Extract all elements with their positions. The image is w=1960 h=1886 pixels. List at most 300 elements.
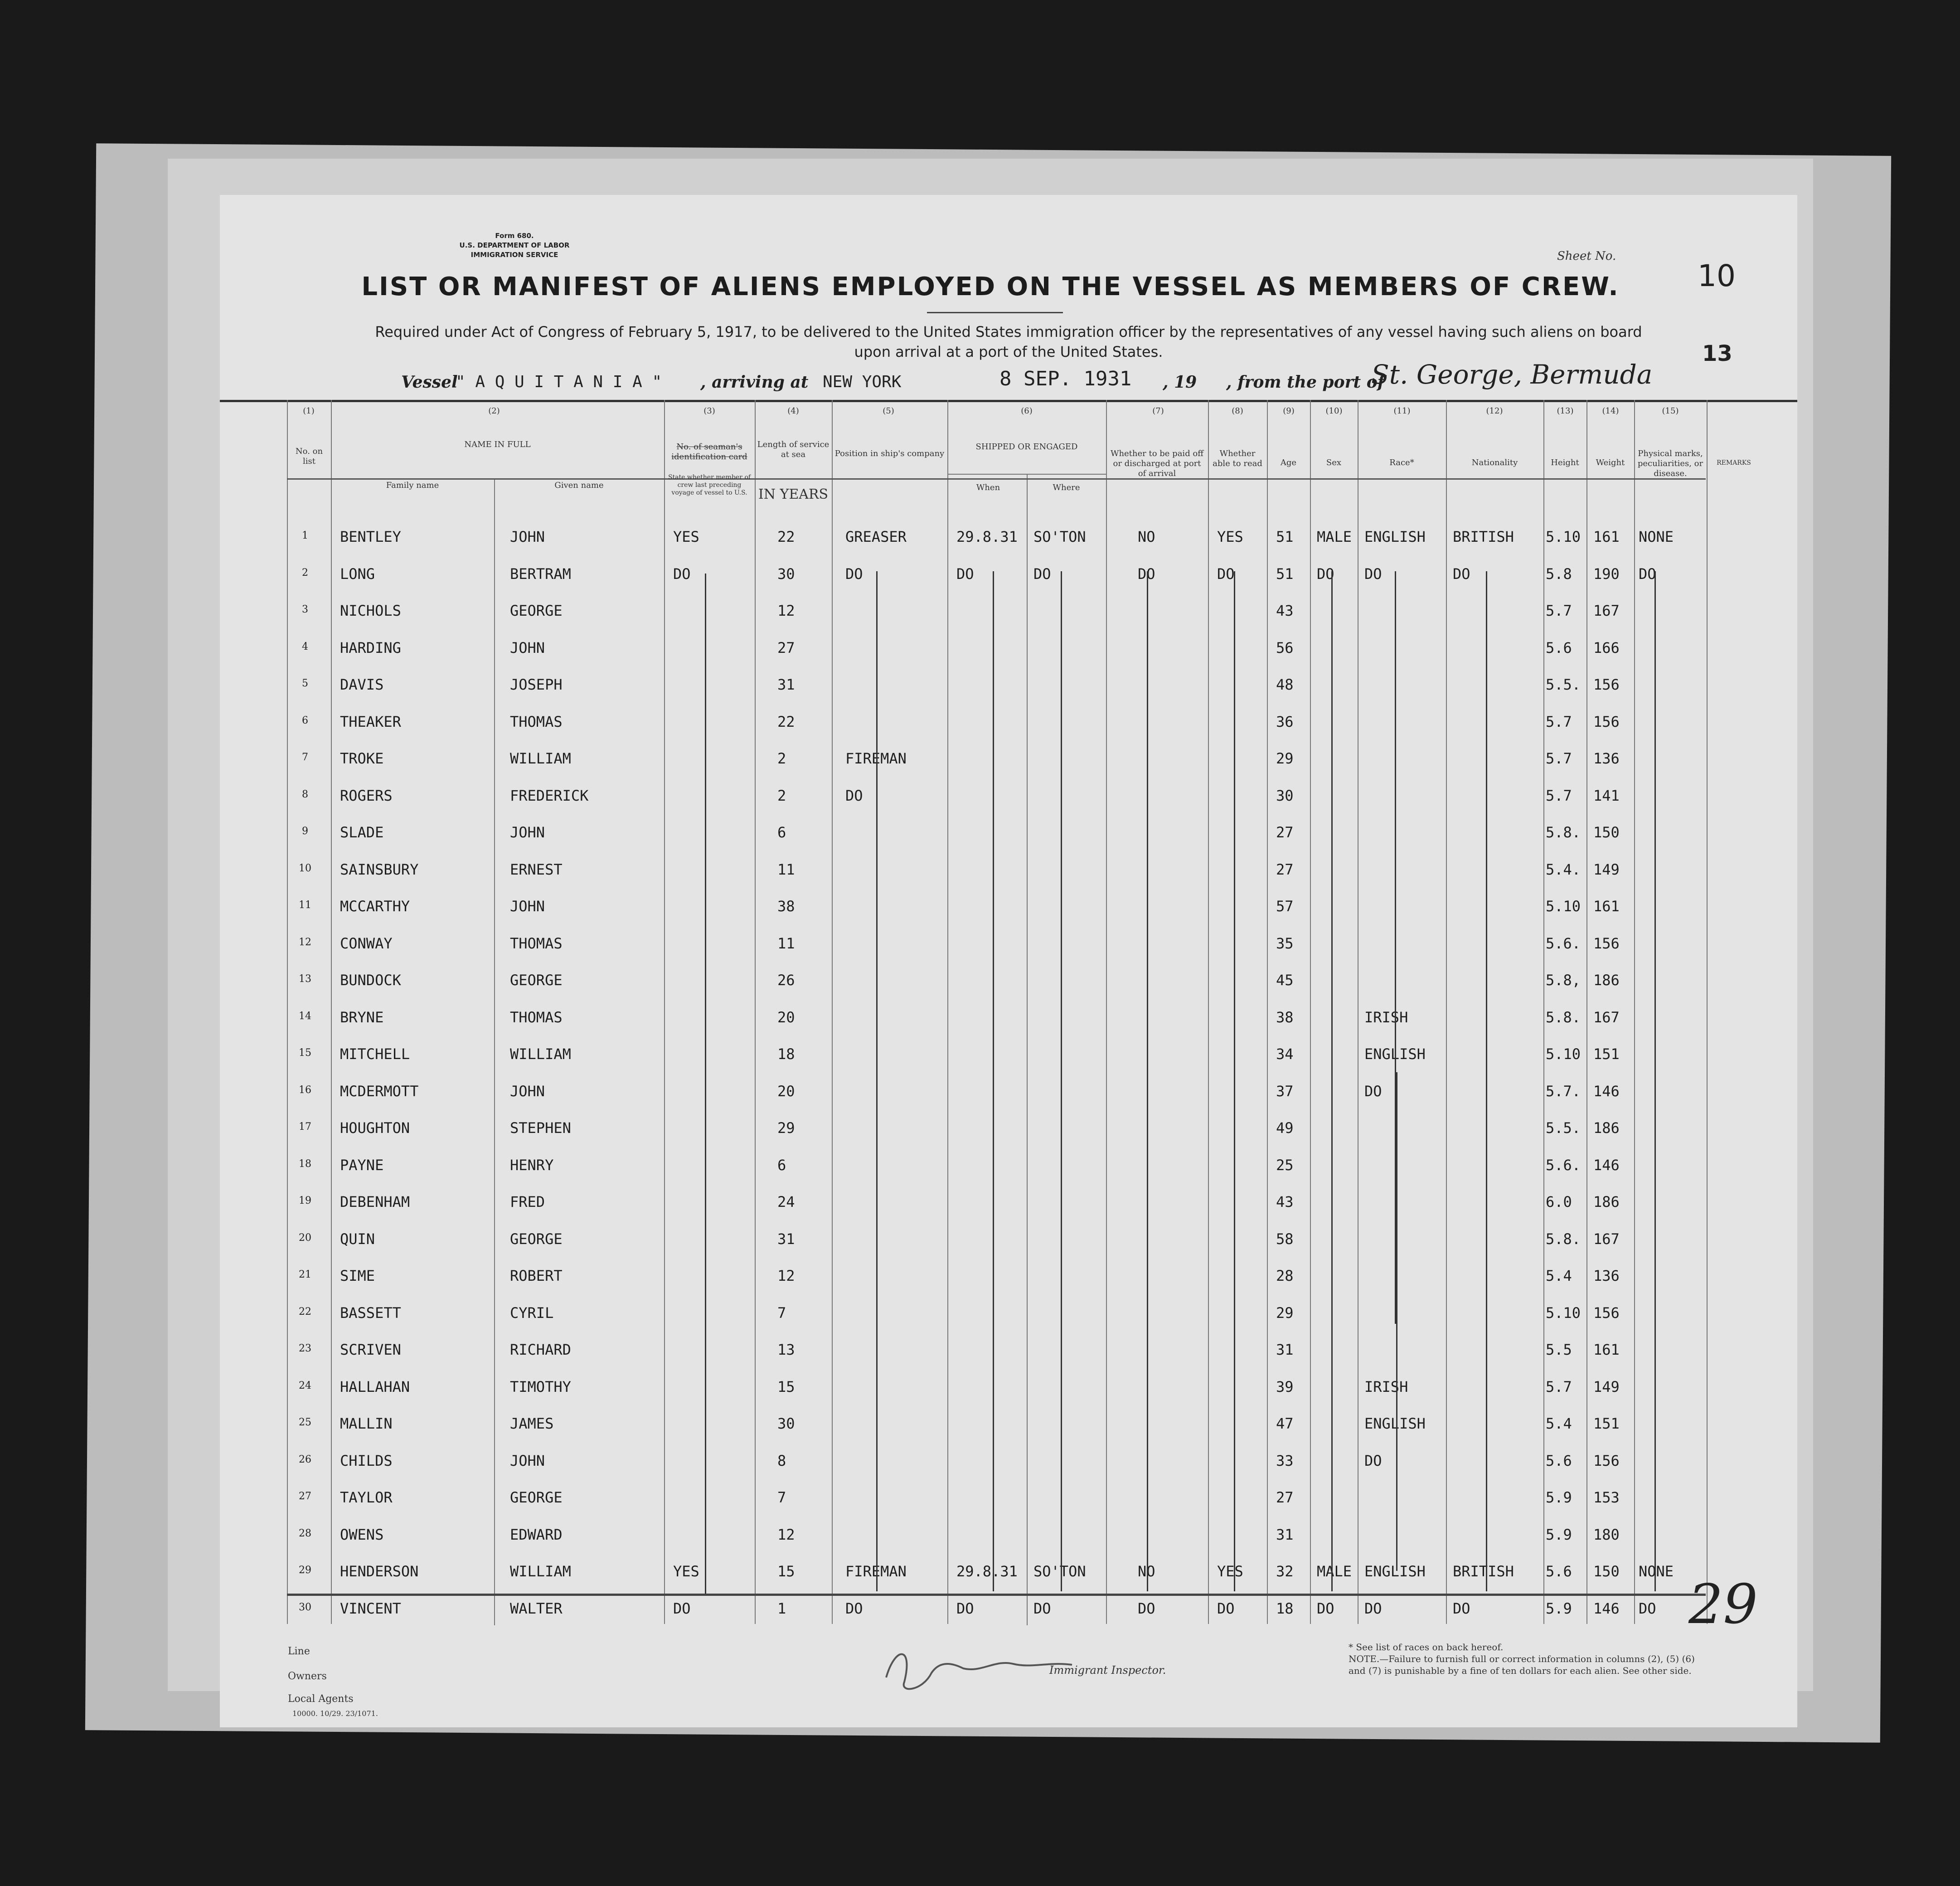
cell-no: 28 <box>299 1527 311 1539</box>
cell-sex: MALE <box>1317 528 1352 545</box>
cell-family: BASSETT <box>340 1304 401 1322</box>
cell-no: 13 <box>299 973 311 985</box>
cell-given: WILLIAM <box>510 1045 571 1063</box>
cell-weight: 153 <box>1593 1489 1620 1506</box>
cell-age: 39 <box>1276 1378 1294 1395</box>
cell-family: ROGERS <box>340 787 393 804</box>
col-num: (12) <box>1486 406 1503 416</box>
page-number: 13 <box>1702 341 1732 366</box>
cell-years: 26 <box>777 972 795 989</box>
col-num: (15) <box>1662 406 1679 416</box>
cell-years: 22 <box>777 528 795 545</box>
header-sex: Sex <box>1326 458 1342 467</box>
cell-read: YES <box>1217 1563 1243 1580</box>
header-nationality: Nationality <box>1471 458 1518 467</box>
header-when: When <box>976 483 1000 492</box>
cell-years: 18 <box>777 1045 795 1063</box>
cell-race: DO <box>1364 565 1382 583</box>
cell-where: SO'TON <box>1033 1563 1086 1580</box>
cell-nat: DO <box>1453 1599 1470 1617</box>
cell-years: 30 <box>777 1415 795 1432</box>
cell-given: WALTER <box>510 1599 563 1617</box>
header-race: Race* <box>1389 458 1414 467</box>
cell-weight: 167 <box>1593 1008 1620 1026</box>
table-row <box>220 1083 1797 1115</box>
cell-height: 5.4 <box>1546 1267 1572 1284</box>
cell-age: 56 <box>1276 639 1294 656</box>
cell-family: MALLIN <box>340 1415 393 1432</box>
cell-years: 12 <box>777 1526 795 1543</box>
cell-given: TIMOTHY <box>510 1378 571 1395</box>
table-row <box>220 1341 1797 1374</box>
cell-family: QUIN <box>340 1230 375 1248</box>
arriving-label: , arriving at <box>700 373 809 392</box>
ditto-line <box>705 574 706 1594</box>
cell-height: 5.8. <box>1546 1230 1581 1248</box>
cell-read: DO <box>1217 1599 1235 1617</box>
cell-age: 43 <box>1276 1193 1294 1210</box>
cell-given: EDWARD <box>510 1526 563 1543</box>
header-height: Height <box>1551 458 1579 467</box>
cell-family: OWENS <box>340 1526 384 1543</box>
cell-age: 29 <box>1276 750 1294 767</box>
cell-race: IRISH <box>1364 1008 1408 1026</box>
cell-height: 5.5. <box>1546 1119 1581 1137</box>
penalty-note: NOTE.—Failure to furnish full or correct information in columns (2), (5) (6) and (7) is punishable by a fine of ten dollars for each alien. See other side. <box>1349 1653 1695 1676</box>
table-row <box>220 676 1797 709</box>
cell-race: ENGLISH <box>1364 1045 1426 1063</box>
cell-family: BRYNE <box>340 1008 384 1026</box>
header-where: Where <box>1053 483 1080 492</box>
table-row <box>220 1452 1797 1485</box>
cell-age: 28 <box>1276 1267 1294 1284</box>
cell-weight: 190 <box>1593 565 1620 583</box>
cell-age: 34 <box>1276 1045 1294 1063</box>
cell-years: 30 <box>777 565 795 583</box>
cell-age: 33 <box>1276 1452 1294 1469</box>
cell-family: CHILDS <box>340 1452 393 1469</box>
cell-height: 5.7 <box>1546 750 1572 767</box>
cell-given: JAMES <box>510 1415 554 1432</box>
cell-age: 38 <box>1276 1008 1294 1026</box>
cell-no: 30 <box>299 1601 311 1613</box>
cell-nat: BRITISH <box>1453 1563 1514 1580</box>
cell-age: 27 <box>1276 860 1294 878</box>
cell-when: DO <box>956 565 974 583</box>
cell-age: 25 <box>1276 1156 1294 1174</box>
from-label: , from the port of <box>1226 373 1385 392</box>
cell-height: 5.4. <box>1546 860 1581 878</box>
ditto-line <box>876 798 878 1591</box>
cell-height: 5.7. <box>1546 1082 1581 1100</box>
cell-height: 5.10 <box>1546 1045 1581 1063</box>
cell-weight: 136 <box>1593 1267 1620 1284</box>
cell-when: 29.8.31 <box>956 528 1018 545</box>
cell-phys: DO <box>1639 565 1656 583</box>
cell-weight: 156 <box>1593 934 1620 952</box>
cell-family: DAVIS <box>340 676 384 693</box>
table-row <box>220 1415 1797 1448</box>
table-row <box>220 1230 1797 1263</box>
cell-age: 31 <box>1276 1341 1294 1358</box>
cell-weight: 186 <box>1593 1119 1620 1137</box>
cell-family: HOUGHTON <box>340 1119 410 1137</box>
cell-height: 5.8 <box>1546 565 1572 583</box>
cell-given: THOMAS <box>510 713 563 730</box>
header-remarks: REMARKS <box>1717 459 1751 467</box>
cell-height: 5.6 <box>1546 1452 1572 1469</box>
cell-years: 31 <box>777 676 795 693</box>
table-row <box>220 1193 1797 1226</box>
cell-prev: DO <box>673 1599 691 1617</box>
cell-given: ROBERT <box>510 1267 563 1284</box>
cell-race: DO <box>1364 1082 1382 1100</box>
cell-years: 29 <box>777 1119 795 1137</box>
col-num: (10) <box>1325 406 1343 416</box>
cell-years: 31 <box>777 1230 795 1248</box>
cell-prev: DO <box>673 565 691 583</box>
cell-race: ENGLISH <box>1364 528 1426 545</box>
cell-age: 51 <box>1276 565 1294 583</box>
cell-race: ENGLISH <box>1364 1415 1426 1432</box>
table-row <box>220 528 1797 561</box>
cell-no: 20 <box>299 1232 311 1244</box>
cell-no: 17 <box>299 1121 311 1133</box>
cell-height: 5.5. <box>1546 676 1581 693</box>
cell-weight: 180 <box>1593 1526 1620 1543</box>
cell-height: 6.0 <box>1546 1193 1572 1210</box>
cell-years: 11 <box>777 934 795 952</box>
cell-height: 5.10 <box>1546 898 1581 915</box>
cell-weight: 149 <box>1593 1378 1620 1395</box>
cell-family: TAYLOR <box>340 1489 393 1506</box>
cell-given: JOHN <box>510 639 545 656</box>
form-info <box>401 231 628 260</box>
header-paid-off: Whether to be paid off or discharged at port of arrival <box>1110 449 1204 478</box>
cell-weight: 146 <box>1593 1599 1620 1617</box>
table-top-rule <box>220 400 1797 402</box>
table-row <box>220 787 1797 820</box>
header-physical: Physical marks, peculiarities, or disease. <box>1637 449 1703 478</box>
cell-height: 5.6 <box>1546 1563 1572 1580</box>
cell-where: SO'TON <box>1033 528 1086 545</box>
header-length-service: Length of service at sea <box>757 440 830 459</box>
cell-given: THOMAS <box>510 934 563 952</box>
cell-years: 24 <box>777 1193 795 1210</box>
cell-height: 5.8, <box>1546 972 1581 989</box>
cell-no: 7 <box>302 752 308 763</box>
cell-prev: YES <box>673 528 699 545</box>
cell-height: 5.8. <box>1546 824 1581 841</box>
table-row <box>220 1563 1797 1595</box>
cell-years: 20 <box>777 1082 795 1100</box>
page-title: LIST OR MANIFEST OF ALIENS EMPLOYED ON THE VESSEL AS MEMBERS OF CREW. <box>361 272 1620 301</box>
cell-years: 12 <box>777 1267 795 1284</box>
cell-given: WILLIAM <box>510 1563 571 1580</box>
cell-family: NICHOLS <box>340 602 401 619</box>
ditto-line <box>1486 571 1487 1591</box>
cell-family: PAYNE <box>340 1156 384 1174</box>
cell-height: 5.9 <box>1546 1599 1572 1617</box>
arriving-port: NEW YORK <box>823 373 902 391</box>
cell-read: DO <box>1217 565 1235 583</box>
cell-years: 2 <box>777 750 786 767</box>
cell-age: 27 <box>1276 824 1294 841</box>
cell-years: 8 <box>777 1452 786 1469</box>
cell-age: 48 <box>1276 676 1294 693</box>
cell-sex: DO <box>1317 565 1334 583</box>
cell-prev: YES <box>673 1563 699 1580</box>
cell-height: 5.6. <box>1546 934 1581 952</box>
cell-height: 5.7 <box>1546 713 1572 730</box>
header-shipped: SHIPPED OR ENGAGED <box>975 442 1078 452</box>
cell-no: 9 <box>302 826 308 837</box>
cell-age: 35 <box>1276 934 1294 952</box>
cell-weight: 146 <box>1593 1156 1620 1174</box>
cell-weight: 149 <box>1593 860 1620 878</box>
cell-no: 18 <box>299 1158 311 1170</box>
cell-given: CYRIL <box>510 1304 554 1322</box>
race-note: * See list of races on back hereof. <box>1349 1642 1504 1653</box>
cell-no: 5 <box>302 678 308 689</box>
header-weight: Weight <box>1596 458 1625 467</box>
cell-given: ERNEST <box>510 860 563 878</box>
cell-given: JOHN <box>510 1452 545 1469</box>
cell-given: GEORGE <box>510 972 563 989</box>
table-row <box>220 1304 1797 1337</box>
cell-given: RICHARD <box>510 1341 571 1358</box>
cell-family: HENDERSON <box>340 1563 419 1580</box>
cell-years: 6 <box>777 1156 786 1174</box>
ditto-line <box>1234 571 1235 1591</box>
cell-phys: DO <box>1639 1599 1656 1617</box>
cell-years: 15 <box>777 1378 795 1395</box>
cell-family: SAINSBURY <box>340 860 419 878</box>
header-no-on-list: No. on list <box>295 447 323 466</box>
cell-weight: 166 <box>1593 639 1620 656</box>
header-state-whether: State whether member of crew last preceding voyage of vessel to U.S. <box>668 474 751 496</box>
ditto-line <box>1147 571 1148 1591</box>
cell-family: MITCHELL <box>340 1045 410 1063</box>
cell-given: GEORGE <box>510 1489 563 1506</box>
year-label: , 19 <box>1163 373 1197 392</box>
ditto-line <box>1061 571 1062 1591</box>
cell-race: DO <box>1364 1452 1382 1469</box>
cell-no: 10 <box>299 862 311 874</box>
cell-age: 29 <box>1276 1304 1294 1322</box>
cell-read: YES <box>1217 528 1243 545</box>
cell-years: 22 <box>777 713 795 730</box>
cell-age: 27 <box>1276 1489 1294 1506</box>
cell-age: 30 <box>1276 787 1294 804</box>
cell-no: 3 <box>302 604 308 615</box>
ditto-line <box>993 571 994 1591</box>
cell-weight: 156 <box>1593 713 1620 730</box>
form-service: IMMIGRATION SERVICE <box>471 251 558 259</box>
cell-given: JOHN <box>510 528 545 545</box>
cell-weight: 151 <box>1593 1045 1620 1063</box>
cell-years: 15 <box>777 1563 795 1580</box>
cell-no: 26 <box>299 1453 311 1465</box>
table-row <box>220 1045 1797 1078</box>
table-row <box>220 935 1797 967</box>
header-in-years: IN YEARS <box>758 486 829 502</box>
cell-paid: DO <box>1138 565 1155 583</box>
cell-family: LONG <box>340 565 375 583</box>
ditto-line <box>1331 571 1333 1591</box>
cell-weight: 141 <box>1593 787 1620 804</box>
cell-family: BUNDOCK <box>340 972 401 989</box>
cell-weight: 161 <box>1593 1341 1620 1358</box>
cell-height: 5.4 <box>1546 1415 1572 1432</box>
col-num: (6) <box>1021 406 1033 416</box>
cell-weight: 156 <box>1593 1304 1620 1322</box>
cell-age: 45 <box>1276 972 1294 989</box>
cell-years: 6 <box>777 824 786 841</box>
header-given-name: Given name <box>554 481 604 490</box>
table-row <box>220 1489 1797 1521</box>
cell-no: 4 <box>302 641 308 652</box>
col-num: (4) <box>787 406 799 416</box>
cell-weight: 156 <box>1593 1452 1620 1469</box>
header-name-in-full: NAME IN FULL <box>464 440 531 449</box>
inspector-label: Immigrant Inspector. <box>1049 1664 1166 1677</box>
table-row <box>220 750 1797 783</box>
cell-weight: 186 <box>1593 1193 1620 1210</box>
cell-years: 2 <box>777 787 786 804</box>
cell-sex: MALE <box>1317 1563 1352 1580</box>
cell-no: 24 <box>299 1380 311 1391</box>
cell-height: 5.7 <box>1546 602 1572 619</box>
cell-position: DO <box>845 1599 863 1617</box>
cell-no: 12 <box>299 936 311 948</box>
vessel-name: " A Q U I T A N I A " <box>456 373 662 391</box>
table-row <box>220 1267 1797 1300</box>
title-rule <box>927 312 1063 313</box>
cell-given: WILLIAM <box>510 750 571 767</box>
subtitle: Required under Act of Congress of February 5, 1917, to be delivered to the United States immigration officer by the representatives of any vessel having such aliens on board upon arrival at a port of the United States. <box>375 323 1642 360</box>
cell-when: DO <box>956 1599 974 1617</box>
table-row <box>220 824 1797 856</box>
form-department: U.S. DEPARTMENT OF LABOR <box>459 241 570 249</box>
manifest-sheet <box>220 195 1797 1727</box>
cell-years: 13 <box>777 1341 795 1358</box>
footer-line: Line <box>288 1646 310 1657</box>
cell-age: 51 <box>1276 528 1294 545</box>
cell-given: STEPHEN <box>510 1119 571 1137</box>
cell-phys: NONE <box>1639 528 1674 545</box>
col-num: (1) <box>303 406 315 416</box>
cell-family: VINCENT <box>340 1599 401 1617</box>
col-num: (13) <box>1557 406 1574 416</box>
footer-owners: Owners <box>288 1671 327 1682</box>
cell-nat: BRITISH <box>1453 528 1514 545</box>
cell-no: 23 <box>299 1343 311 1354</box>
cell-given: FRED <box>510 1193 545 1210</box>
vessel-label: Vessel <box>401 373 458 392</box>
cell-weight: 161 <box>1593 528 1620 545</box>
cell-phys: NONE <box>1639 1563 1674 1580</box>
cell-weight: 136 <box>1593 750 1620 767</box>
cell-position: GREASER <box>845 528 907 545</box>
cell-given: GEORGE <box>510 602 563 619</box>
table-row <box>220 1378 1797 1411</box>
header-able-read: Whether able to read <box>1213 449 1262 468</box>
footer-local-agents: Local Agents <box>288 1693 354 1705</box>
cell-given: THOMAS <box>510 1008 563 1026</box>
form-number: Form 680. <box>495 232 534 240</box>
total-count: 29 <box>1688 1573 1758 1636</box>
cell-no: 21 <box>299 1269 311 1280</box>
cell-age: 49 <box>1276 1119 1294 1137</box>
table-row <box>220 1009 1797 1041</box>
footer-notes <box>1349 1641 1702 1677</box>
cell-age: 43 <box>1276 602 1294 619</box>
cell-years: 12 <box>777 602 795 619</box>
cell-no: 2 <box>302 567 308 578</box>
cell-height: 5.8. <box>1546 1008 1581 1026</box>
cell-age: 47 <box>1276 1415 1294 1432</box>
cell-age: 37 <box>1276 1082 1294 1100</box>
col-num: (14) <box>1602 406 1619 416</box>
cell-race: DO <box>1364 1599 1382 1617</box>
col-num: (5) <box>883 406 894 416</box>
cell-family: MCDERMOTT <box>340 1082 419 1100</box>
cell-position: DO <box>845 787 863 804</box>
header-position: Position in ship's company <box>834 449 945 458</box>
cell-family: CONWAY <box>340 934 393 952</box>
arrival-date: 8 SEP. 1931 <box>999 367 1132 390</box>
cell-age: 36 <box>1276 713 1294 730</box>
cell-no: 19 <box>299 1195 311 1206</box>
cell-family: BENTLEY <box>340 528 401 545</box>
cell-given: FREDERICK <box>510 787 589 804</box>
cell-height: 5.7 <box>1546 1378 1572 1395</box>
cell-age: 32 <box>1276 1563 1294 1580</box>
cell-paid: DO <box>1138 1599 1155 1617</box>
cell-paid: NO <box>1138 1563 1155 1580</box>
ditto-line <box>1396 1072 1397 1571</box>
cell-given: JOSEPH <box>510 676 563 693</box>
ditto-line <box>1654 571 1656 1591</box>
table-row <box>220 861 1797 894</box>
cell-weight: 156 <box>1593 676 1620 693</box>
cell-position: FIREMAN <box>845 750 907 767</box>
vessel-line <box>220 359 1797 403</box>
cell-family: SCRIVEN <box>340 1341 401 1358</box>
cell-nat: DO <box>1453 565 1470 583</box>
cell-family: MCCARTHY <box>340 898 410 915</box>
table-row <box>220 1157 1797 1189</box>
cell-family: DEBENHAM <box>340 1193 410 1210</box>
cell-given: JOHN <box>510 1082 545 1100</box>
row-strike-line <box>287 1594 1706 1596</box>
col-num: (8) <box>1232 406 1243 416</box>
header-seaman-id: No. of seaman's identification card <box>671 442 747 462</box>
cell-when: 29.8.31 <box>956 1563 1018 1580</box>
table-row <box>220 1600 1797 1633</box>
cell-family: TROKE <box>340 750 384 767</box>
cell-years: 11 <box>777 860 795 878</box>
cell-race: IRISH <box>1364 1378 1408 1395</box>
cell-weight: 151 <box>1593 1415 1620 1432</box>
cell-age: 57 <box>1276 898 1294 915</box>
cell-sex: DO <box>1317 1599 1334 1617</box>
table-row <box>220 898 1797 930</box>
cell-age: 58 <box>1276 1230 1294 1248</box>
cell-paid: NO <box>1138 528 1155 545</box>
cell-no: 25 <box>299 1417 311 1428</box>
